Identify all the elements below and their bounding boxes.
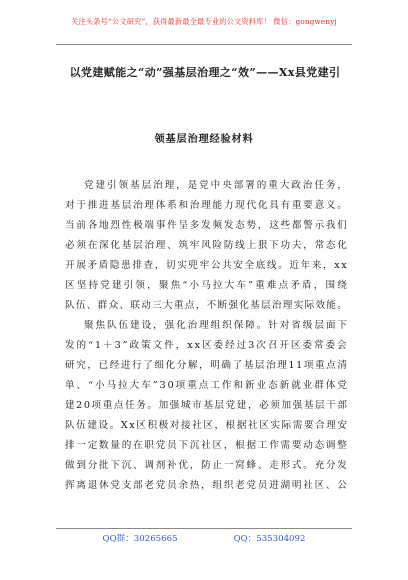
header-banner — [0, 0, 408, 44]
body-line: 队 伍 、 群 众 、 联 动 三 大 重 点 ， 不 断 强 化 基 层 治 理 实 际 效 能 。 — [65, 300, 347, 311]
document-subtitle: 领基层治理经验材料 — [154, 133, 254, 145]
body-line: 做 到 分 批 下 沉 、 调 剂 补 优 ， 防 止 一 窝 蜂 、 走 形 式 。 充 分 发 — [65, 460, 347, 471]
body-line: 建 2 0 项 重 点 任 务 。 加 强 城 市 基 层 党 建 ， 必 须 加 强 基 层 干 部 — [65, 400, 347, 411]
footer-qq-group: QQ群：30265665 — [102, 534, 178, 544]
footer — [0, 532, 408, 552]
banner-text: 关注头条号“公文研究”，获得最新最全最专业的公文资料库！ 微信：gongwenyj — [71, 17, 337, 26]
document-title: 以党建赋能之“动”强基层治理之“效”——Xx县党建引 — [69, 66, 341, 79]
body-line: 单 、 “ 小 马 拉 大 车 ” 3 0 项 重 点 工 作 和 新 业 态 新 就 业 群 体 党 — [65, 380, 347, 391]
body-line: 聚 焦 队 伍 建 设 ， 强 化 治 理 组 织 保 障 。 针 对 省 级 层 面 下 — [84, 320, 347, 331]
body-line: 队 伍 建 设 。 X x 区 积 极 对 接 社 区 ， 根 据 社 区 实 际 需 要 合 理 安 — [65, 420, 347, 431]
body-line: 党 建 引 领 基 层 治 理 ， 是 党 中 央 部 署 的 重 大 政 治 任 务 ， — [84, 180, 347, 191]
body-line: 必 须 在 深 化 基 层 治 理 、 筑 牢 风 险 防 线 上 狠 下 功 夫 ， 常 态 化 — [65, 240, 347, 251]
body-line: 研 究 ， 已 经 进 行 了 细 化 分 解 ， 明 确 了 基 层 治 理 1 1 项 重 点 清 — [65, 360, 347, 371]
body-line: 开 展 矛 盾 隐 患 排 查 ， 切 实 兜 牢 公 共 安 全 底 线 。 近 年 来 ， x x — [65, 260, 347, 271]
body-line: 区 坚 持 党 建 引 领 ， 聚 焦 “ 小 马 拉 大 车 ” 重 难 点 矛 盾 ， 围 绕 — [65, 280, 347, 291]
header-divider — [56, 44, 352, 45]
footer-qq: QQ：535304092 — [233, 534, 306, 544]
body-line: 对 于 推 进 基 层 治 理 体 系 和 治 理 能 力 现 代 化 具 有 重 要 意 义 。 — [65, 200, 347, 211]
body-line: 挥 离 退 休 党 支 部 老 党 员 余 热 ， 组 织 老 党 员 进 湖 明 社 区 、 公 — [65, 480, 347, 491]
body-line: 发 的 “ 1 ＋ 3 ” 政 策 文 件 ， x x 区 委 经 过 3 次 召 开 区 委 常 委 会 — [65, 340, 347, 351]
body-line: 排 一 定 数 量 的 在 职 党 员 下 沉 社 区 ， 根 据 工 作 需 要 动 态 调 整 — [65, 440, 347, 451]
footer-divider — [56, 528, 352, 529]
body-line: 当 前 各 地 烈 性 极 端 事 件 呈 多 发 频 发 态 势 ， 这 些 都 警 示 我 们 — [65, 220, 347, 231]
